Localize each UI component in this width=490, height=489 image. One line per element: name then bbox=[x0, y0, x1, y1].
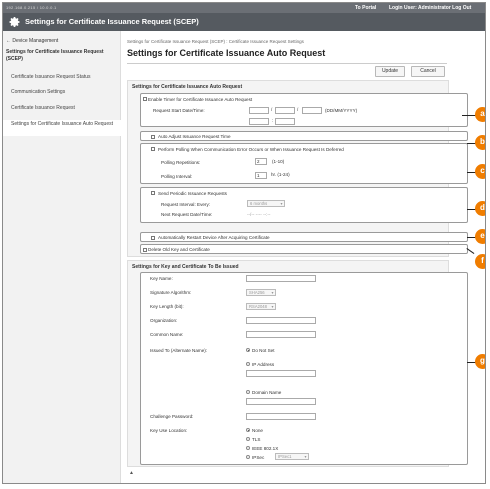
domain-name-label: Domain Name bbox=[252, 389, 282, 395]
organization-label: Organization: bbox=[150, 318, 178, 323]
polling-group bbox=[140, 143, 468, 184]
back-to-device-management-link[interactable]: ← Device Management bbox=[6, 38, 59, 44]
sidebar bbox=[3, 31, 121, 484]
next-request-value: --/-- ---- --:-- bbox=[247, 212, 271, 217]
do-not-set-label: Do Not Set bbox=[252, 347, 275, 353]
location-ipsec-radio[interactable] bbox=[246, 455, 250, 459]
challenge-password-label: Challenge Password: bbox=[150, 414, 194, 419]
page-title: Settings for Certificate Issuance Auto Request bbox=[127, 48, 326, 58]
callout-badge-c: c bbox=[475, 164, 486, 179]
location-ieee-label: IEEE 802.1X bbox=[252, 445, 279, 451]
key-length-select[interactable] bbox=[246, 303, 276, 310]
sidebar-item-auto-request[interactable]: Settings for Certificate Issuance Auto Request bbox=[3, 120, 121, 136]
timer-group bbox=[140, 93, 468, 127]
start-day-input[interactable] bbox=[249, 107, 269, 114]
domain-name-input[interactable] bbox=[246, 398, 316, 405]
update-button[interactable]: Update bbox=[375, 66, 405, 77]
polling-interval-unit: hr. (1-24) bbox=[271, 172, 290, 177]
location-ipsec-label: IPSec bbox=[252, 454, 265, 460]
polling-repetitions-label: Polling Repetitions: bbox=[161, 160, 201, 165]
next-request-label: Next Request Date/Time: bbox=[161, 212, 213, 217]
browser-frame bbox=[2, 2, 486, 484]
location-ieee-radio[interactable] bbox=[246, 446, 250, 450]
polling-checkbox[interactable] bbox=[151, 147, 155, 151]
polling-repetitions-input[interactable]: 2 bbox=[255, 158, 267, 165]
delete-old-group bbox=[140, 244, 468, 254]
issued-to-do-not-set-radio[interactable] bbox=[246, 348, 250, 352]
chevron-down-icon: ▾ bbox=[271, 290, 274, 295]
date-separator-2: / bbox=[297, 107, 299, 112]
delete-old-label: Delete Old Key and Certificate bbox=[148, 247, 210, 252]
key-name-input[interactable] bbox=[246, 275, 316, 282]
callout-badge-b: b bbox=[475, 135, 486, 150]
app-title: Settings for Certificate Issuance Request (SCEP) bbox=[25, 17, 199, 26]
key-settings-section bbox=[127, 260, 449, 467]
date-format-hint: (DD/MM/YYYY) bbox=[325, 108, 358, 113]
periodic-request-label: Send Periodic Issuance Requests bbox=[158, 190, 227, 196]
periodic-request-group bbox=[140, 187, 468, 223]
auto-adjust-group bbox=[140, 131, 468, 141]
key-name-label: Key Name: bbox=[150, 276, 173, 281]
device-address: 192.168.0.215 / 10.0.0.1 bbox=[6, 5, 57, 10]
location-none-label: None bbox=[252, 427, 263, 433]
gear-icon bbox=[9, 16, 21, 28]
title-divider bbox=[127, 63, 447, 64]
polling-interval-input[interactable]: 1 bbox=[255, 172, 267, 179]
request-interval-label: Request Interval: Every: bbox=[161, 202, 211, 207]
callout-badge-d: d bbox=[475, 201, 486, 216]
common-name-label: Common Name: bbox=[150, 332, 184, 337]
issued-to-domain-radio[interactable] bbox=[246, 390, 250, 394]
key-settings-group bbox=[140, 272, 468, 465]
auto-request-section bbox=[127, 80, 449, 257]
polling-repetitions-range: (1-10) bbox=[272, 159, 285, 164]
start-date-label: Request Start Date/Time: bbox=[153, 108, 205, 113]
signature-algorithm-label: Signature Algorithm: bbox=[150, 290, 192, 295]
start-minute-input[interactable] bbox=[275, 118, 295, 125]
callout-badge-a: a bbox=[475, 107, 486, 122]
key-settings-section-title: Settings for Key and Certificate To Be Issued bbox=[132, 264, 239, 270]
ipsec-select[interactable] bbox=[275, 453, 309, 460]
issued-to-ip-radio[interactable] bbox=[246, 362, 250, 366]
restart-label: Automatically Restart Device After Acquiring Certificate bbox=[158, 235, 270, 240]
sidebar-item-issuance-request[interactable]: Certificate Issuance Request bbox=[11, 105, 75, 111]
ip-address-label: IP Address bbox=[252, 361, 275, 367]
polling-label: Perform Polling When Communication Error Occurs or When Issuance Request Is Deferred bbox=[158, 146, 344, 152]
enable-timer-label: Enable Timer for Certificate Issuance Auto Request bbox=[148, 96, 253, 102]
request-interval-select[interactable] bbox=[247, 200, 285, 207]
organization-input[interactable] bbox=[246, 317, 316, 324]
start-hour-input[interactable] bbox=[249, 118, 269, 125]
chevron-down-icon: ▾ bbox=[304, 454, 307, 459]
scroll-to-top-icon[interactable]: ▲ bbox=[129, 470, 134, 476]
date-separator: / bbox=[271, 107, 273, 112]
sidebar-item-communication-settings[interactable]: Communication Settings bbox=[11, 89, 66, 95]
delete-old-checkbox[interactable] bbox=[143, 248, 147, 252]
signature-algorithm-select[interactable] bbox=[246, 289, 276, 296]
title-bar bbox=[3, 13, 485, 31]
request-interval-value: 6 months bbox=[250, 201, 268, 206]
issued-to-label: Issued To (Alternate Name): bbox=[150, 348, 208, 353]
callout-line-a bbox=[462, 115, 476, 116]
top-bar bbox=[3, 3, 485, 13]
callout-badge-e: e bbox=[475, 229, 486, 244]
ipsec-select-value: IPSec1 bbox=[278, 454, 292, 459]
cancel-button[interactable]: Cancel bbox=[411, 66, 445, 77]
location-tls-label: TLS bbox=[252, 436, 261, 442]
sidebar-item-issuance-status[interactable]: Certificate Issuance Request Status bbox=[11, 74, 91, 80]
key-length-label: Key Length (bit): bbox=[150, 304, 184, 309]
restart-group bbox=[140, 232, 468, 242]
ip-address-input[interactable] bbox=[246, 370, 316, 377]
common-name-input[interactable] bbox=[246, 331, 316, 338]
location-tls-radio[interactable] bbox=[246, 437, 250, 441]
enable-timer-checkbox[interactable] bbox=[143, 97, 147, 101]
chevron-down-icon: ▾ bbox=[280, 201, 283, 206]
login-user-info[interactable]: Login User: Administrator Log Out bbox=[389, 5, 472, 11]
chevron-down-icon: ▾ bbox=[271, 304, 274, 309]
auto-adjust-label: Auto Adjust Issuance Request Time bbox=[158, 134, 231, 139]
callout-badge-g: g bbox=[475, 354, 486, 369]
time-separator: : bbox=[272, 118, 274, 123]
auto-request-section-title: Settings for Certificate Issuance Auto Request bbox=[132, 84, 243, 90]
restart-checkbox[interactable] bbox=[151, 236, 155, 240]
key-use-location-label: Key Use Location: bbox=[150, 428, 188, 433]
location-none-radio[interactable] bbox=[246, 428, 250, 432]
to-portal-link[interactable]: To Portal bbox=[355, 5, 377, 11]
start-year-input[interactable] bbox=[302, 107, 322, 114]
sidebar-heading[interactable]: Settings for Certificate Issuance Request (SCEP) bbox=[6, 49, 104, 62]
start-month-input[interactable] bbox=[275, 107, 295, 114]
key-length-value: RSA2048 bbox=[249, 304, 267, 309]
periodic-request-checkbox[interactable] bbox=[151, 191, 155, 195]
polling-interval-label: Polling Interval: bbox=[161, 174, 193, 179]
breadcrumb: Settings for Certificate Issuance Request (SCEP) : Certificate Issuance Request Settings bbox=[127, 39, 304, 44]
signature-algorithm-value: SHA256 bbox=[249, 290, 265, 295]
callout-badge-f: f bbox=[475, 254, 486, 269]
auto-adjust-checkbox[interactable] bbox=[151, 135, 155, 139]
challenge-password-input[interactable] bbox=[246, 413, 316, 420]
